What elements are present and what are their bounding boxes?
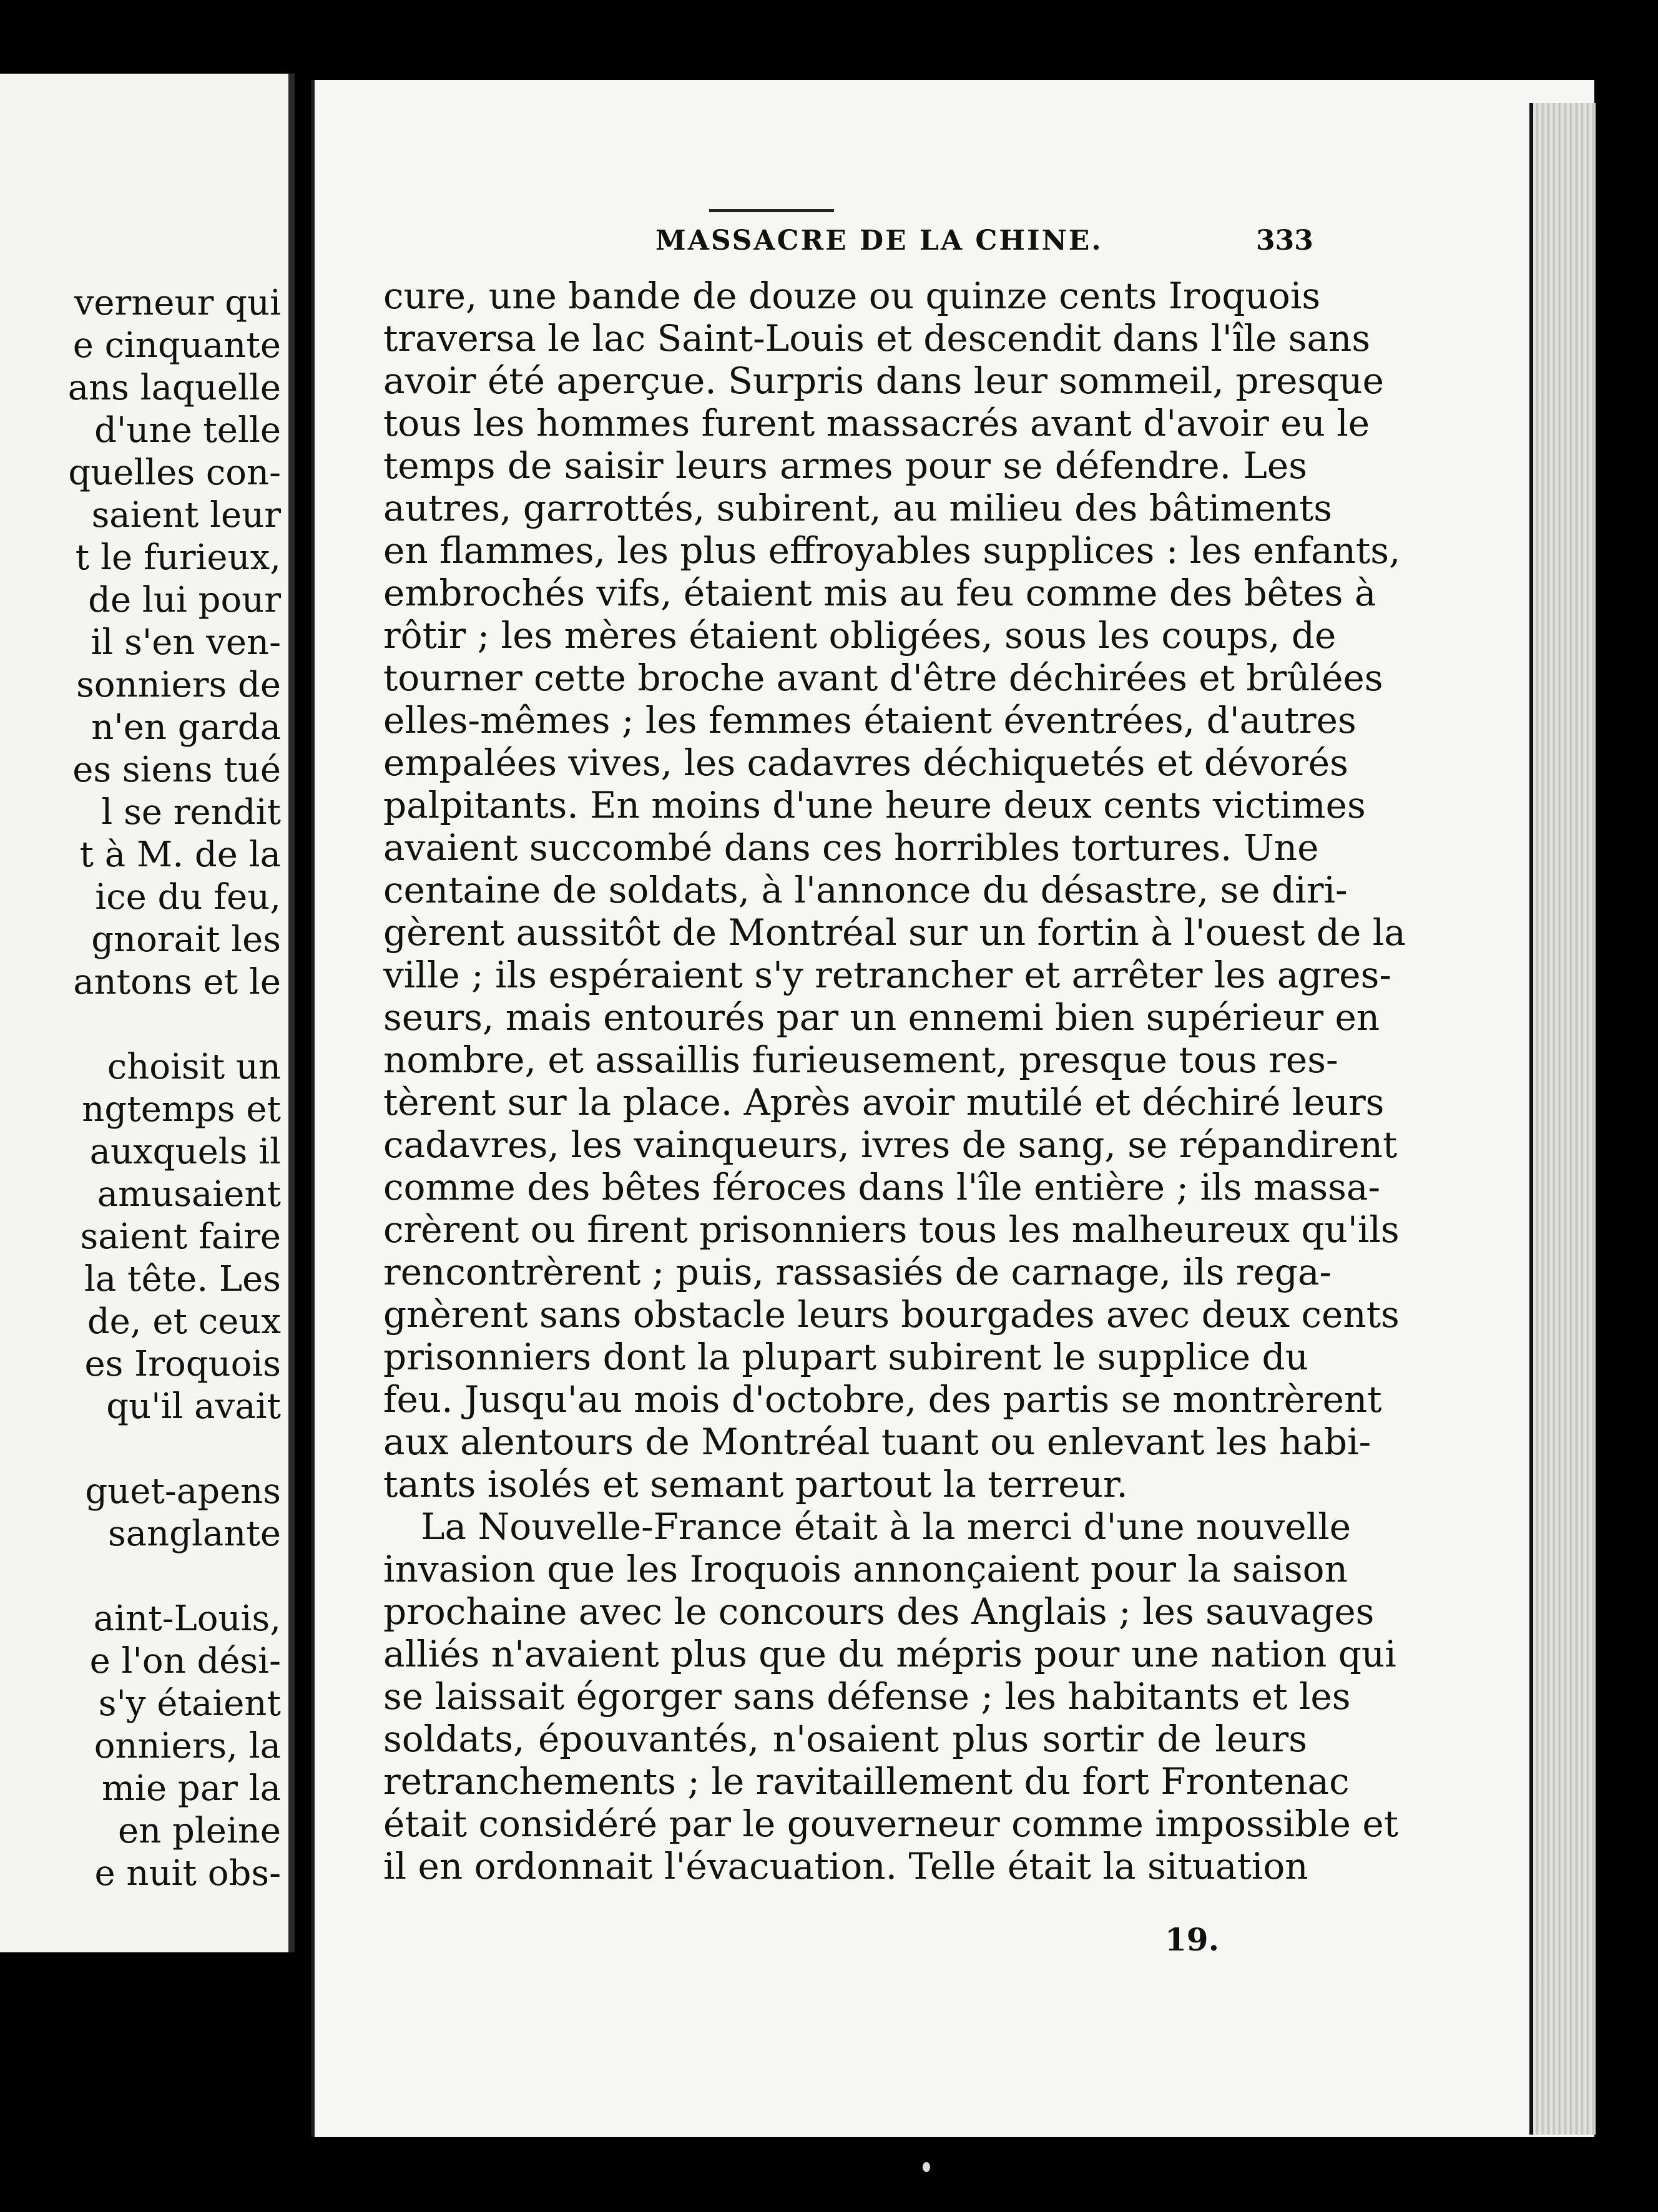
facing-line: en pleine [117, 1811, 281, 1851]
facing-line: il s'en ven- [91, 622, 281, 663]
text-line: alliés n'avaient plus que du mépris pour une nation qui [383, 1633, 1396, 1675]
text-line: avoir été aperçue. Surpris dans leur sommeil, presque [383, 360, 1384, 402]
facing-line: saient leur [91, 495, 281, 536]
facing-line: ngtemps et [82, 1089, 281, 1130]
text-line: gnèrent sans obstacle leurs bourgades avec deux cents [383, 1293, 1400, 1336]
text-line: ville ; ils espéraient s'y retrancher et arrêter les agres- [383, 954, 1391, 996]
facing-line: guet-apens [85, 1471, 281, 1512]
text-line: cadavres, les vainqueurs, ivres de sang, se répandirent [383, 1123, 1398, 1166]
page-edge-stack [1529, 103, 1596, 2135]
facing-line: verneur qui [74, 283, 281, 323]
facing-line: gnorait les [91, 919, 281, 960]
facing-line: e nuit obs- [94, 1853, 281, 1894]
text-line: aux alentours de Montréal tuant ou enlevant les habi- [383, 1421, 1371, 1463]
facing-line: onniers, la [94, 1726, 281, 1766]
text-line: se laissait égorger sans défense ; les habitants et les [383, 1675, 1351, 1718]
header-rule [709, 209, 834, 212]
text-line: rôtir ; les mères étaient obligées, sous les coups, de [383, 614, 1337, 657]
text-line: tous les hommes furent massacrés avant d'avoir eu le [383, 402, 1370, 444]
text-line: avaient succombé dans ces horribles tortures. Une [383, 826, 1319, 869]
text-line: feu. Jusqu'au mois d'octobre, des partis se montrèrent [383, 1378, 1382, 1421]
facing-page-left [0, 74, 295, 1952]
facing-line: es siens tué [72, 750, 281, 790]
text-line: prisonniers dont la plupart subirent le supplice du [383, 1336, 1308, 1378]
text-line: cure, une bande de douze ou quinze cents Iroquois [383, 275, 1321, 317]
facing-line: s'y étaient [98, 1683, 281, 1724]
facing-line: de, et ceux [87, 1301, 281, 1342]
facing-line: ans laquelle [67, 368, 281, 408]
text-line: était considéré par le gouverneur comme impossible et [383, 1803, 1399, 1845]
text-line: palpitants. En moins d'une heure deux cents victimes [383, 784, 1366, 826]
scan-speck [923, 2162, 930, 2172]
page-number: 333 [1256, 225, 1313, 257]
facing-line: auxquels il [89, 1132, 281, 1172]
facing-line: aint-Louis, [93, 1598, 281, 1639]
facing-line: e l'on dési- [89, 1641, 281, 1681]
facing-line: de lui pour [88, 580, 281, 620]
text-line: il en ordonnait l'évacuation. Telle était la situation [383, 1845, 1308, 1887]
text-line: tourner cette broche avant d'être déchirées et brûlées [383, 657, 1383, 699]
text-line: nombre, et assaillis furieusement, presque tous res- [383, 1039, 1338, 1081]
facing-line: t à M. de la [79, 834, 281, 875]
facing-line: sonniers de [76, 665, 281, 705]
text-line: comme des bêtes féroces dans l'île entière ; ils massa- [383, 1166, 1381, 1208]
facing-line: quelles con- [68, 453, 281, 493]
text-line: soldats, épouvantés, n'osaient plus sortir de leurs [383, 1718, 1307, 1760]
text-line-paragraph-start: La Nouvelle-France était à la merci d'une nouvelle [421, 1505, 1351, 1548]
facing-line: d'une telle [94, 410, 281, 451]
text-line: centaine de soldats, à l'annonce du désastre, se diri- [383, 869, 1348, 911]
facing-line: mie par la [101, 1768, 281, 1809]
facing-line: sanglante [107, 1514, 281, 1554]
text-line: traversa le lac Saint-Louis et descendit dans l'île sans [383, 317, 1371, 360]
text-line: crèrent ou firent prisonniers tous les malheureux qu'ils [383, 1208, 1400, 1251]
facing-line: saient faire [80, 1216, 281, 1257]
facing-line: ice du feu, [95, 877, 281, 918]
text-line: invasion que les Iroquois annonçaient pour la saison [383, 1548, 1348, 1590]
facing-line: l se rendit [101, 792, 281, 833]
text-line: gèrent aussitôt de Montréal sur un fortin à l'ouest de la [383, 911, 1406, 954]
facing-line: t le furieux, [75, 537, 281, 578]
facing-line: la tête. Les [84, 1259, 281, 1299]
facing-line: e cinquante [72, 325, 281, 366]
facing-line: antons et le [73, 962, 281, 1002]
text-line-paragraph-end: tants isolés et semant partout la terreur. [383, 1463, 1128, 1505]
facing-line: qu'il avait [106, 1386, 281, 1427]
facing-line: es Iroquois [84, 1344, 281, 1384]
text-line: embrochés vifs, étaient mis au feu comme des bêtes à [383, 572, 1376, 614]
text-line: prochaine avec le concours des Anglais ; les sauvages [383, 1590, 1375, 1633]
facing-line: n'en garda [91, 707, 281, 748]
facing-line: amusaient [97, 1174, 281, 1215]
signature-mark: 19. [1165, 1921, 1219, 1958]
text-line: temps de saisir leurs armes pour se défendre. Les [383, 444, 1307, 487]
text-line: empalées vives, les cadavres déchiquetés et dévorés [383, 741, 1348, 784]
text-line: elles-mêmes ; les femmes étaient éventrées, d'autres [383, 699, 1356, 741]
running-head: MASSACRE DE LA CHINE. [655, 225, 1103, 257]
text-line: autres, garrottés, subirent, au milieu des bâtiments [383, 487, 1333, 529]
facing-line: choisit un [107, 1047, 281, 1087]
text-line: retranchements ; le ravitaillement du fort Frontenac [383, 1760, 1350, 1803]
text-line: tèrent sur la place. Après avoir mutilé et déchiré leurs [383, 1081, 1385, 1123]
text-line: rencontrèrent ; puis, rassasiés de carnage, ils rega- [383, 1251, 1332, 1293]
text-line: en flammes, les plus effroyables supplices : les enfants, [383, 529, 1401, 572]
text-line: seurs, mais entourés par un ennemi bien supérieur en [383, 996, 1380, 1039]
